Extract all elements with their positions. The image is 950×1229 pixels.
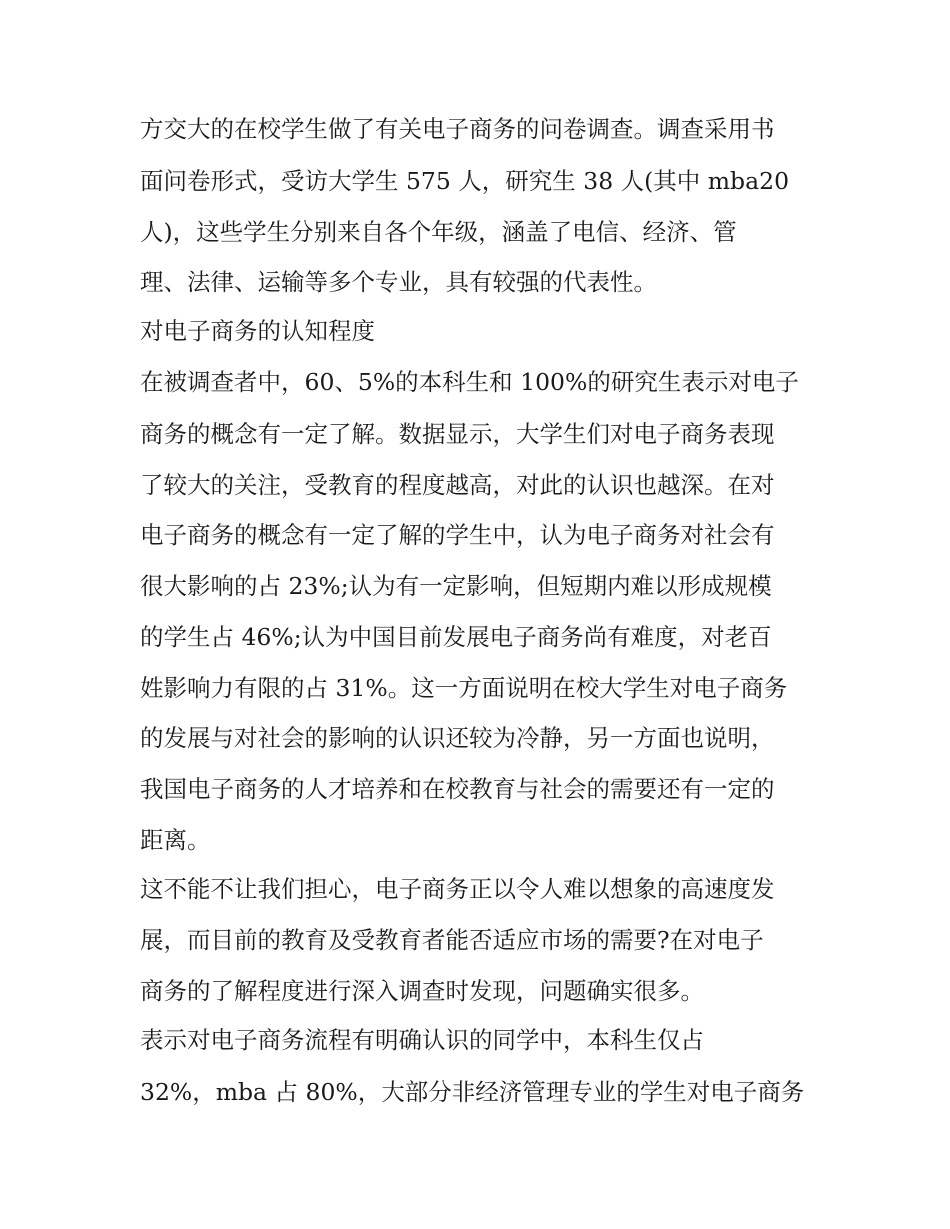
text-line: 展，而目前的教育及受教育者能否适应市场的需要?在对电子 <box>140 926 764 954</box>
text-line: 很大影响的占 23%;认为有一定影响，但短期内难以形成规模 <box>140 572 772 600</box>
text-line: 32%，mba 占 80%，大部分非经济管理专业的学生对电子商务 <box>140 1078 805 1106</box>
text-line: 电子商务的概念有一定了解的学生中，认为电子商务对社会有 <box>140 521 775 549</box>
text-line: 商务的了解程度进行深入调查时发现，问题确实很多。 <box>140 977 704 1005</box>
text-line: 方交大的在校学生做了有关电子商务的问卷调查。调查采用书 <box>140 115 775 143</box>
text-line: 商务的概念有一定了解。数据显示，大学生们对电子商务表现 <box>140 420 775 448</box>
section-heading: 对电子商务的认知程度 <box>140 317 375 345</box>
text-line: 面问卷形式，受访大学生 575 人，研究生 38 人(其中 mba20 <box>140 167 790 195</box>
text-line: 距离。 <box>140 826 211 854</box>
text-line: 了较大的关注，受教育的程度越高，对此的认识也越深。在对 <box>140 471 775 499</box>
text-line: 理、法律、运输等多个专业，具有较强的代表性。 <box>140 268 657 296</box>
text-line: 人)，这些学生分别来自各个年级，涵盖了电信、经济、管 <box>140 218 737 246</box>
text-line: 表示对电子商务流程有明确认识的同学中，本科生仅占 <box>140 1026 704 1054</box>
text-line: 的学生占 46%;认为中国目前发展电子商务尚有难度，对老百 <box>140 623 772 651</box>
text-line: 这不能不让我们担心，电子商务正以令人难以想象的高速度发 <box>140 875 775 903</box>
text-line: 在被调查者中，60、5%的本科生和 100%的研究生表示对电子 <box>140 368 799 396</box>
text-line: 姓影响力有限的占 31%。这一方面说明在校大学生对电子商务 <box>140 674 788 702</box>
text-line: 我国电子商务的人才培养和在校教育与社会的需要还有一定的 <box>140 775 775 803</box>
text-line: 的发展与对社会的影响的认识还较为冷静，另一方面也说明， <box>140 724 775 752</box>
